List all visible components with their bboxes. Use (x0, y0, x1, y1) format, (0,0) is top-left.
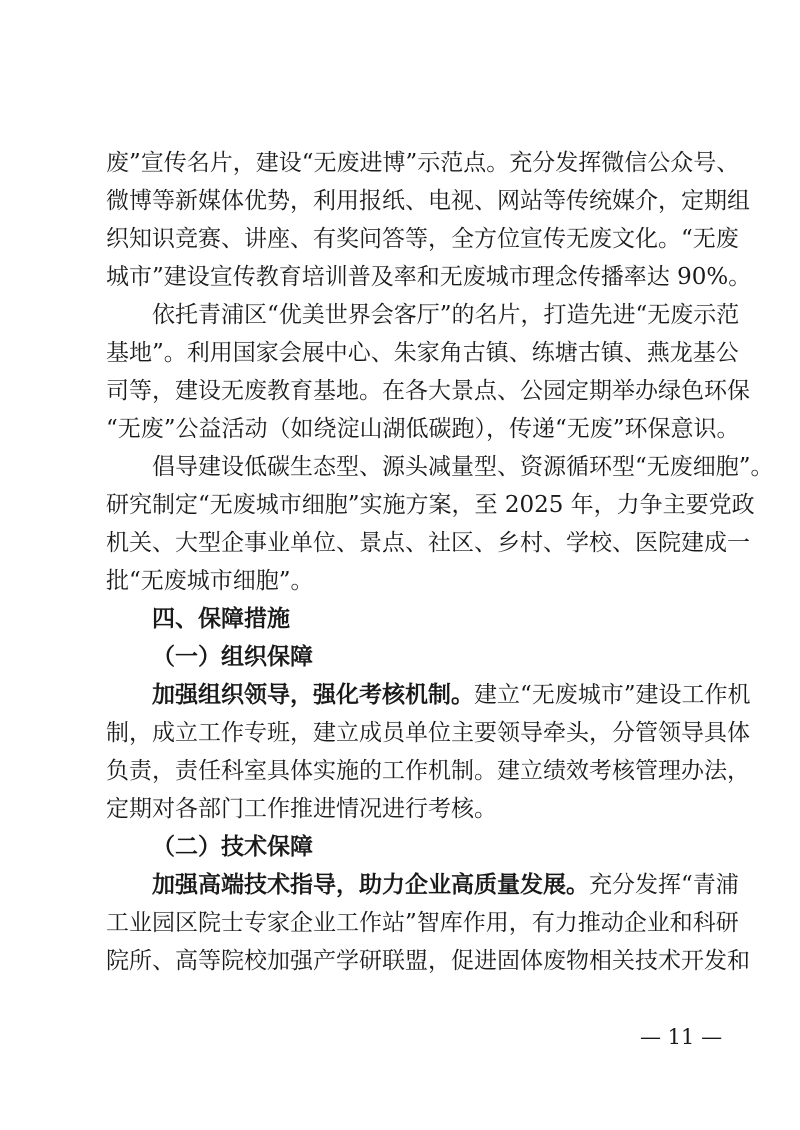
paragraph-5-line-2: 工业园区院士专家企业工作站”智库作用，有力推动企业和科研 (106, 910, 739, 936)
paragraph-2-line-1: 依托青浦区“优美世界会客厅”的名片，打造先进“无废示范 (152, 302, 740, 328)
paragraph-4-line-2: 制，成立工作专班，建立成员单位主要领导牵头，分管领导具体 (106, 720, 750, 746)
paragraph-5-line-1 (152, 868, 739, 902)
paragraph-1-line-3: 织知识竞赛、讲座、有奖问答等，全方位宣传无废文化。“无废 (106, 226, 739, 252)
paragraph-1-line-2: 微博等新媒体优势，利用报纸、电视、网站等传统媒介，定期组 (106, 188, 750, 214)
paragraph-3-line-2: 研究制定“无废城市细胞”实施方案，至 2025 年，力争主要党政 (106, 492, 755, 518)
paragraph-4-line-1-rest: 建立“无废城市”建设工作机 (474, 682, 751, 708)
paragraph-2-line-4: “无废”公益活动（如绕淀山湖低碳跑），传递“无废”环保意识。 (106, 416, 740, 442)
paragraph-3-line-1: 倡导建设低碳生态型、源头减量型、资源循环型“无废细胞”。 (152, 454, 774, 480)
paragraph-3-line-3: 机关、大型企事业单位、景点、社区、乡村、学校、医院建成一 (106, 530, 750, 556)
subsection-heading-2: （二）技术保障 (152, 833, 313, 860)
paragraph-4-line-1 (152, 678, 751, 712)
section-heading: 四、保障措施 (152, 605, 290, 632)
paragraph-3-line-4: 批“无废城市细胞”。 (106, 568, 314, 594)
subsection-heading-1: （一）组织保障 (152, 643, 313, 670)
paragraph-4-line-3: 负责，责任科室具体实施的工作机制。建立绩效考核管理办法， (106, 758, 750, 784)
paragraph-1-line-4: 城市”建设宣传教育培训普及率和无废城市理念传播率达 90%。 (106, 264, 752, 290)
paragraph-4-lead: 加强组织领导，强化考核机制。 (152, 681, 474, 708)
page-number: — 11 — (640, 1025, 723, 1049)
paragraph-5-line-1-rest: 充分发挥“青浦 (589, 872, 739, 898)
paragraph-5-lead: 加强高端技术指导，助力企业高质量发展。 (152, 871, 589, 898)
paragraph-2-line-2: 基地”。利用国家会展中心、朱家角古镇、练塘古镇、燕龙基公 (106, 340, 739, 366)
paragraph-5-line-3: 院所、高等院校加强产学研联盟，促进固体废物相关技术开发和 (106, 948, 750, 974)
paragraph-2-line-3: 司等，建设无废教育基地。在各大景点、公园定期举办绿色环保 (106, 378, 750, 404)
paragraph-4-line-4: 定期对各部门工作推进情况进行考核。 (106, 796, 497, 822)
paragraph-1-line-1: 废”宣传名片，建设“无废进博”示范点。充分发挥微信公众号、 (106, 150, 740, 176)
